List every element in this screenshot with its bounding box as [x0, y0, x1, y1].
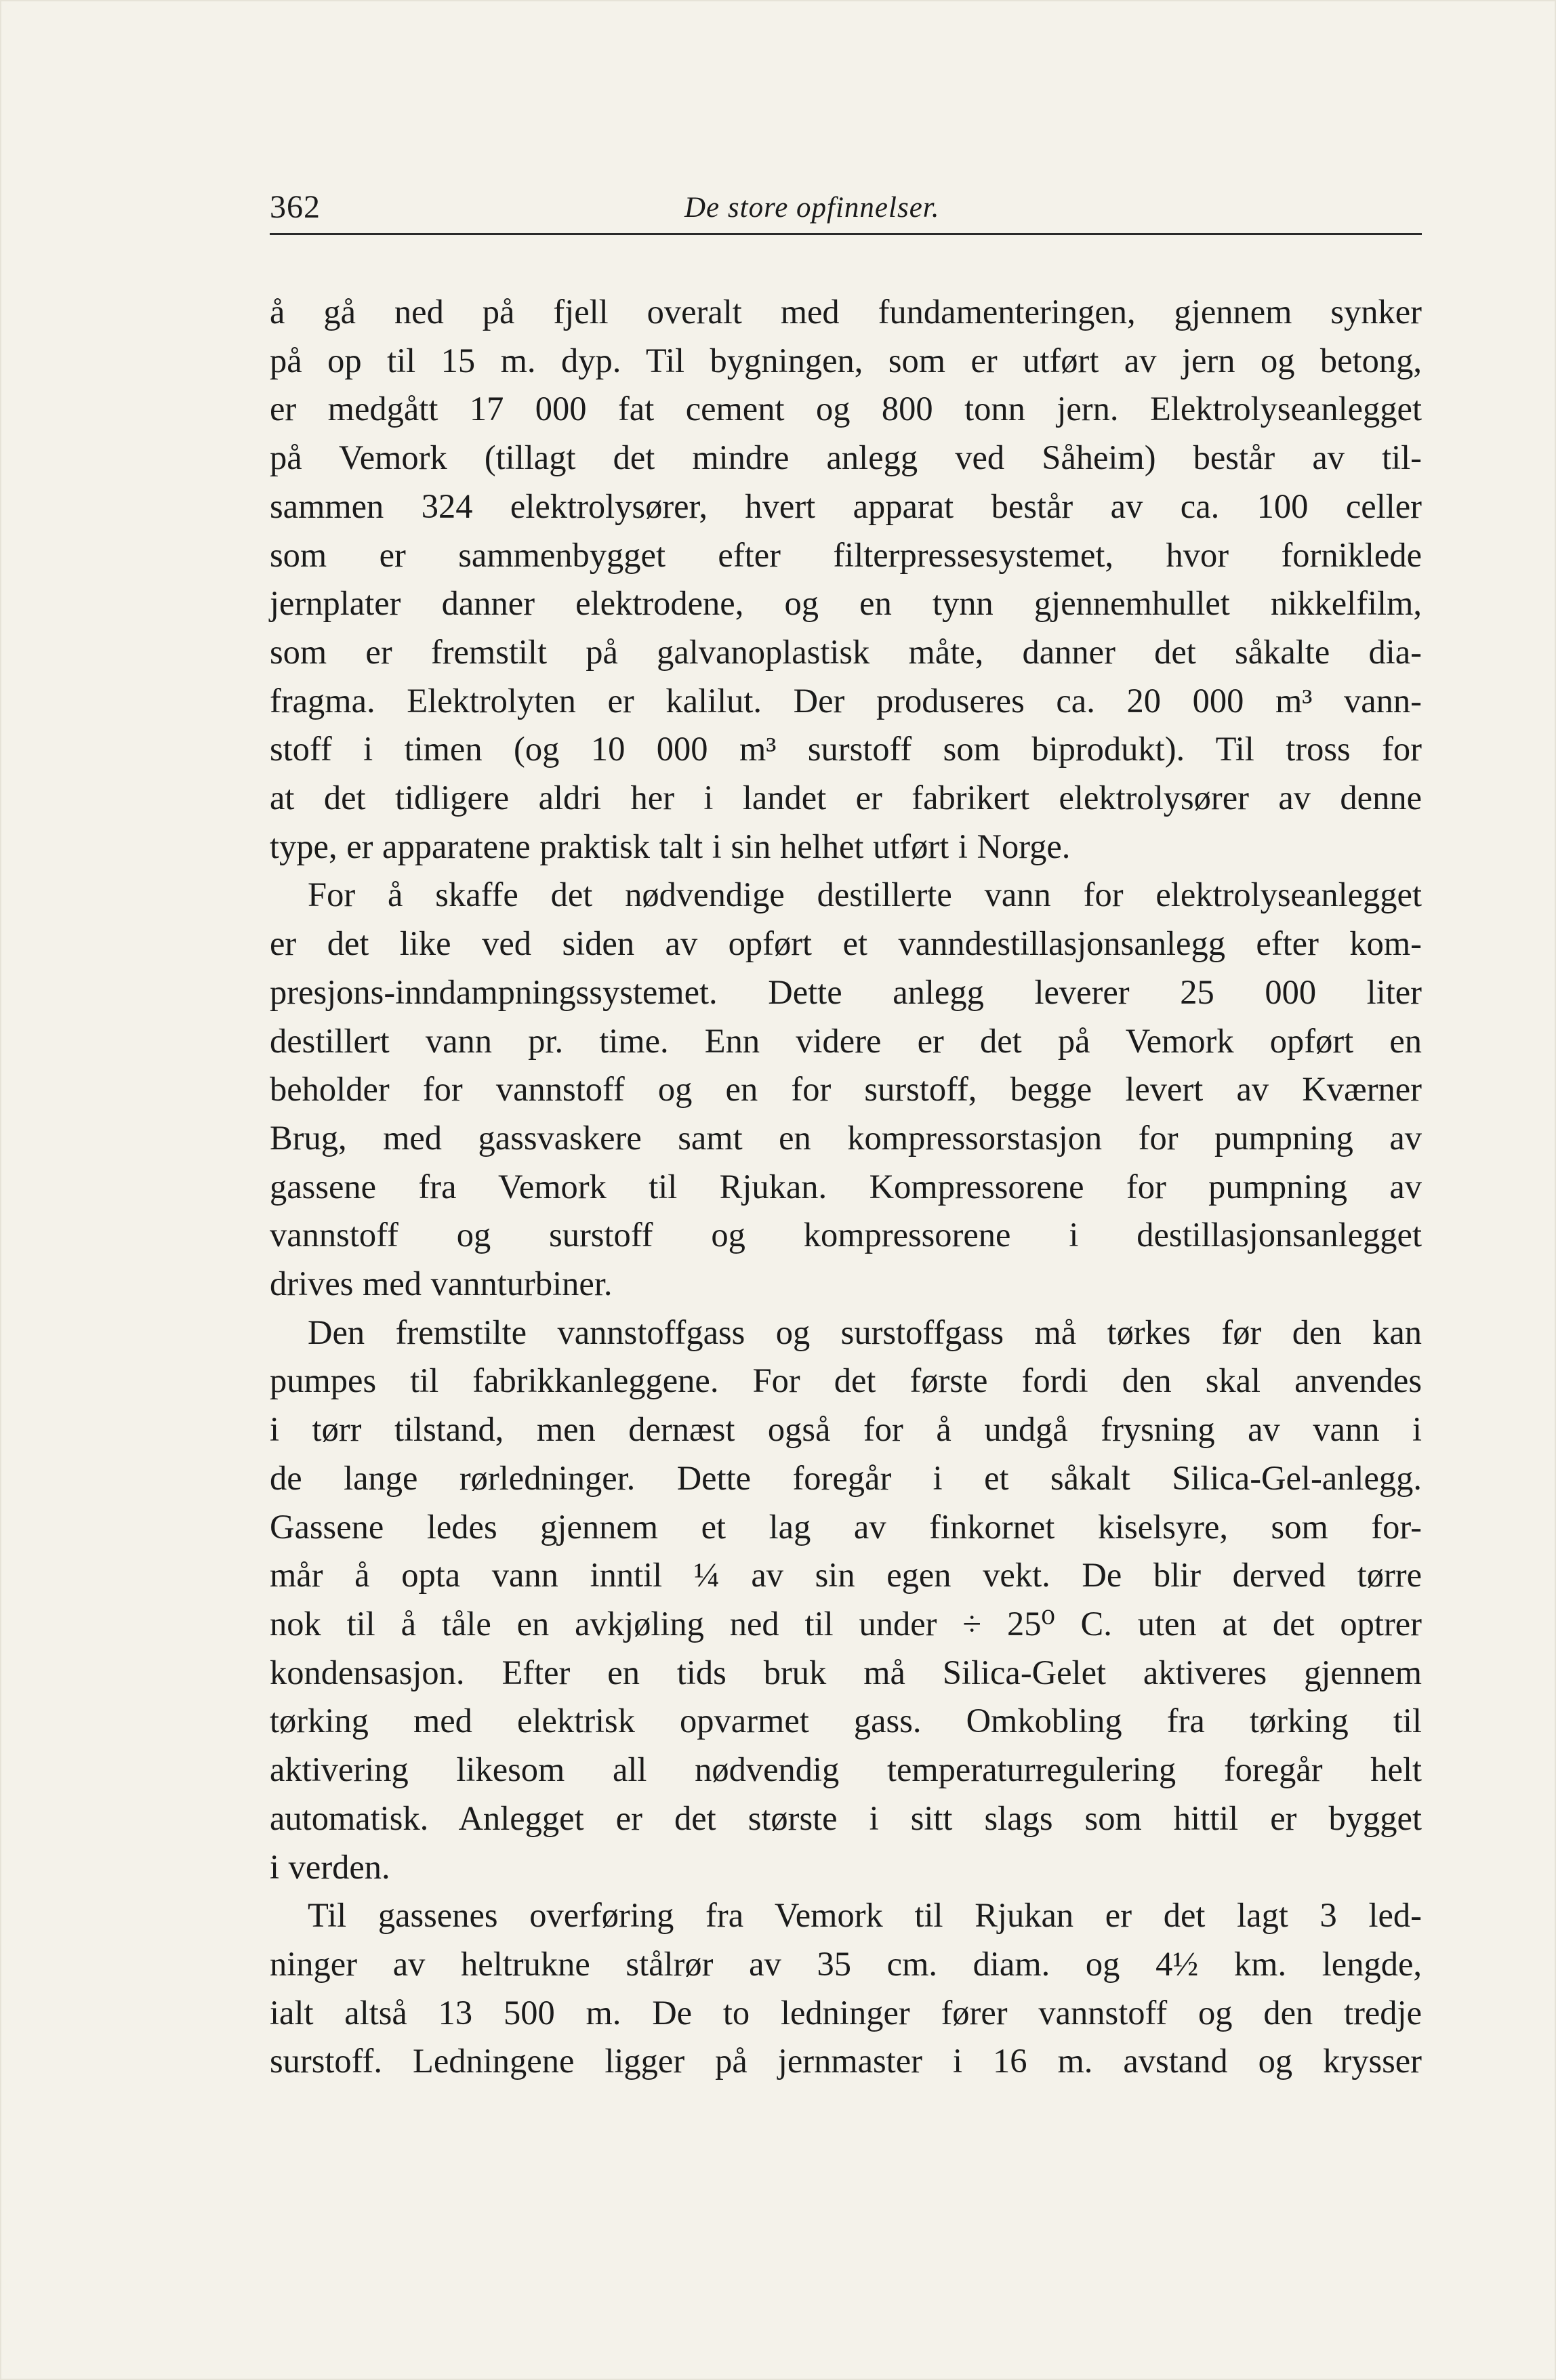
header-rule: [270, 233, 1422, 235]
text-line: For å skaffe det nødvendige destillerte vann for elektrolyseanlegget: [308, 876, 1422, 914]
text-line: vannstoff og surstoff og kompressorene i destillasjonsanlegget: [270, 1216, 1422, 1254]
running-header: [270, 182, 1422, 236]
text-line: stoff i timen (og 10 000 m³ surstoff som biprodukt). Til tross for: [270, 730, 1422, 768]
text-line: kondensasjon. Efter en tids bruk må Silica-Gelet aktiveres gjennem: [270, 1653, 1422, 1691]
paragraph-1: [270, 288, 1422, 871]
text-line: beholder for vannstoff og en for surstoff, begge levert av Kværner: [270, 1070, 1422, 1109]
text-line: type, er apparatene praktisk talt i sin helhet utført i Norge.: [270, 827, 1071, 865]
text-line: å gå ned på fjell overalt med fundamenteringen, gjennem synker: [270, 293, 1422, 331]
text-line: gassene fra Vemork til Rjukan. Kompressorene for pumpning av: [270, 1167, 1422, 1206]
paragraph-3: [270, 1309, 1422, 1891]
text-line: jernplater danner elektrodene, og en tynn gjennemhullet nikkelfilm,: [270, 584, 1422, 623]
text-line: nok til å tåle en avkjøling ned til under ÷ 25⁰ C. uten at det optrer: [270, 1604, 1422, 1643]
running-title: De store opfinnelser.: [684, 192, 940, 224]
text-line: som er sammenbygget efter filterpressesystemet, hvor forniklede: [270, 535, 1422, 574]
text-line: surstoff. Ledningene ligger på jernmaster i 16 m. avstand og krysser: [270, 2042, 1422, 2080]
text-line: destillert vann pr. time. Enn videre er det på Vemork opført en: [270, 1021, 1422, 1060]
text-line: at det tidligere aldri her i landet er fabrikert elektrolysører av denne: [270, 779, 1422, 817]
text-line: ialt altså 13 500 m. De to ledninger fører vannstoff og den tredje: [270, 1993, 1422, 2032]
text-line: tørking med elektrisk opvarmet gass. Omkobling fra tørking til: [270, 1702, 1422, 1740]
body-text: [270, 288, 1422, 2086]
text-line: pumpes til fabrikkanleggene. For det første fordi den skal anvendes: [270, 1361, 1422, 1400]
text-line: i verden.: [270, 1847, 390, 1886]
text-line: mår å opta vann inntil ¼ av sin egen vekt. De blir derved tørre: [270, 1556, 1422, 1595]
text-line: Brug, med gassvaskere samt en kompressorstasjon for pumpning av: [270, 1118, 1422, 1157]
page-number: 362: [270, 189, 321, 225]
text-line: ninger av heltrukne stålrør av 35 cm. diam. og 4½ km. lengde,: [270, 1944, 1422, 1983]
text-line: de lange rørledninger. Dette foregår i et såkalt Silica-Gel-anlegg.: [270, 1458, 1422, 1497]
text-line: automatisk. Anlegget er det største i sitt slags som hittil er bygget: [270, 1799, 1422, 1837]
text-line: drives med vannturbiner.: [270, 1265, 613, 1303]
text-line: sammen 324 elektrolysører, hvert apparat består av ca. 100 celler: [270, 487, 1422, 525]
paragraph-4: [270, 1891, 1422, 2086]
text-line: Gassene ledes gjennem et lag av finkornet kiselsyre, som for-: [270, 1507, 1422, 1546]
text-line: på op til 15 m. dyp. Til bygningen, som er utført av jern og betong,: [270, 341, 1422, 379]
text-line: fragma. Elektrolyten er kalilut. Der produseres ca. 20 000 m³ vann-: [270, 681, 1422, 720]
text-line: er medgått 17 000 fat cement og 800 tonn jern. Elektrolyseanlegget: [270, 390, 1422, 428]
text-line: som er fremstilt på galvanoplastisk måte, danner det såkalte dia-: [270, 632, 1422, 671]
text-line: i tørr tilstand, men dernæst også for å undgå frysning av vann i: [270, 1410, 1422, 1449]
text-line: Den fremstilte vannstoffgass og surstoffgass må tørkes før den kan: [308, 1313, 1422, 1351]
text-line: på Vemork (tillagt det mindre anlegg ved Såheim) består av til-: [270, 438, 1422, 477]
text-line: presjons-inndampningssystemet. Dette anlegg leverer 25 000 liter: [270, 972, 1422, 1011]
text-line: er det like ved siden av opført et vanndestillasjonsanlegg efter kom-: [270, 924, 1422, 963]
paragraph-2: [270, 871, 1422, 1308]
text-line: Til gassenes overføring fra Vemork til Rjukan er det lagt 3 led-: [308, 1896, 1422, 1935]
text-line: aktivering likesom all nødvendig temperaturregulering foregår helt: [270, 1750, 1422, 1789]
